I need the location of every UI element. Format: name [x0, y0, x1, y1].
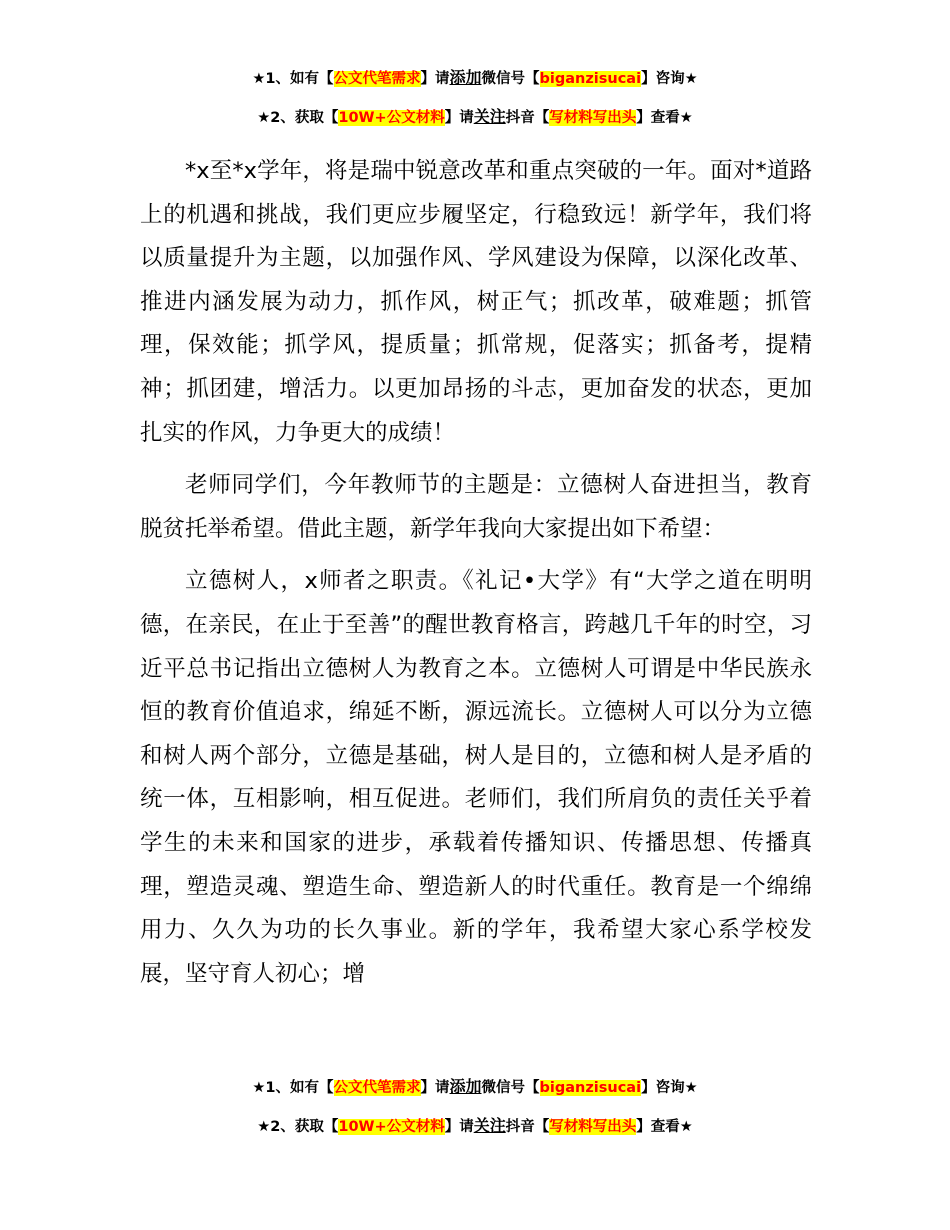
banner-text: 】查看★ — [636, 110, 693, 126]
banner-text: ★2、获取【 — [257, 110, 339, 126]
highlight-materials: 10W+公文材料 — [338, 1119, 445, 1135]
banner-text: 】请 — [420, 1080, 450, 1096]
banner-text: ★1、如有【 — [252, 1080, 334, 1096]
highlight-ghostwriting: 公文代笔需求 — [333, 1080, 421, 1096]
banner-text: 微信号【 — [481, 71, 540, 87]
paragraph: 立德树人，x师者之职责。《礼记•大学》有“大学之道在明明德，在亲民，在止于至善”的醒世教育格言，跨越几千年的时空，习近平总书记指出立德树人为教育之本。立德树人可谓是中华民族永恒的教育价值追求，绵延不断，源远流长。立德树人可以分为立德和树人两个部分，立德是基础，树人是目的，立德和树人是矛盾的统一体，互相影响，相互促进。老师们，我们所肩负的责任关乎着学生的未来和国家的进步，承载着传播知识、传播思想、传播真理，塑造灵魂、塑造生命、塑造新人的时代重任。教育是一个绵绵用力、久久为功的长久事业。新的学年，我希望大家心系学校发展，坚守育人初心；增 — [140, 568, 812, 987]
underlined-add: 添加 — [449, 68, 482, 87]
underlined-follow: 关注 — [473, 1116, 506, 1135]
header-banner-line-2 — [0, 106, 950, 129]
underlined-follow: 关注 — [473, 107, 506, 126]
paragraph: 老师同学们，今年教师节的主题是：立德树人奋进担当，教育脱贫托举希望。借此主题，新学年我向大家提出如下希望： — [140, 472, 812, 542]
banner-text: 】查看★ — [636, 1119, 693, 1135]
banner-text: ★2、获取【 — [257, 1119, 339, 1135]
footer-banner-line-2 — [0, 1115, 950, 1138]
banner-text: 】请 — [444, 1119, 474, 1135]
banner-text: 】咨询★ — [641, 1080, 698, 1096]
underlined-add: 添加 — [449, 1077, 482, 1096]
banner-text: 】请 — [420, 71, 450, 87]
banner-text: 微信号【 — [481, 1080, 540, 1096]
highlight-materials: 10W+公文材料 — [338, 110, 445, 126]
banner-text: ★1、如有【 — [252, 71, 334, 87]
banner-text: 抖音【 — [505, 1119, 550, 1135]
document-body — [140, 150, 812, 1005]
header-banner-line-1 — [0, 67, 950, 90]
highlight-wechat-id: biganzisucai — [539, 71, 642, 87]
banner-text: 】咨询★ — [641, 71, 698, 87]
highlight-douyin-account: 写材料写出头 — [549, 1119, 637, 1135]
banner-text: 】请 — [444, 110, 474, 126]
highlight-douyin-account: 写材料写出头 — [549, 110, 637, 126]
highlight-wechat-id: biganzisucai — [539, 1080, 642, 1096]
banner-text: 抖音【 — [505, 110, 550, 126]
highlight-ghostwriting: 公文代笔需求 — [333, 71, 421, 87]
paragraph: *x至*x学年，将是瑞中锐意改革和重点突破的一年。面对*道路上的机遇和挑战，我们更应步履坚定，行稳致远！新学年，我们将以质量提升为主题，以加强作风、学风建设为保障，以深化改革、推进内涵发展为动力，抓作风，树正气；抓改革，破难题；抓管理，保效能；抓学风，提质量；抓常规，促落实；抓备考，提精神；抓团建，增活力。以更加昂扬的斗志，更加奋发的状态，更加扎实的作风，力争更大的成绩！ — [140, 158, 812, 446]
footer-banner-line-1 — [0, 1076, 950, 1099]
